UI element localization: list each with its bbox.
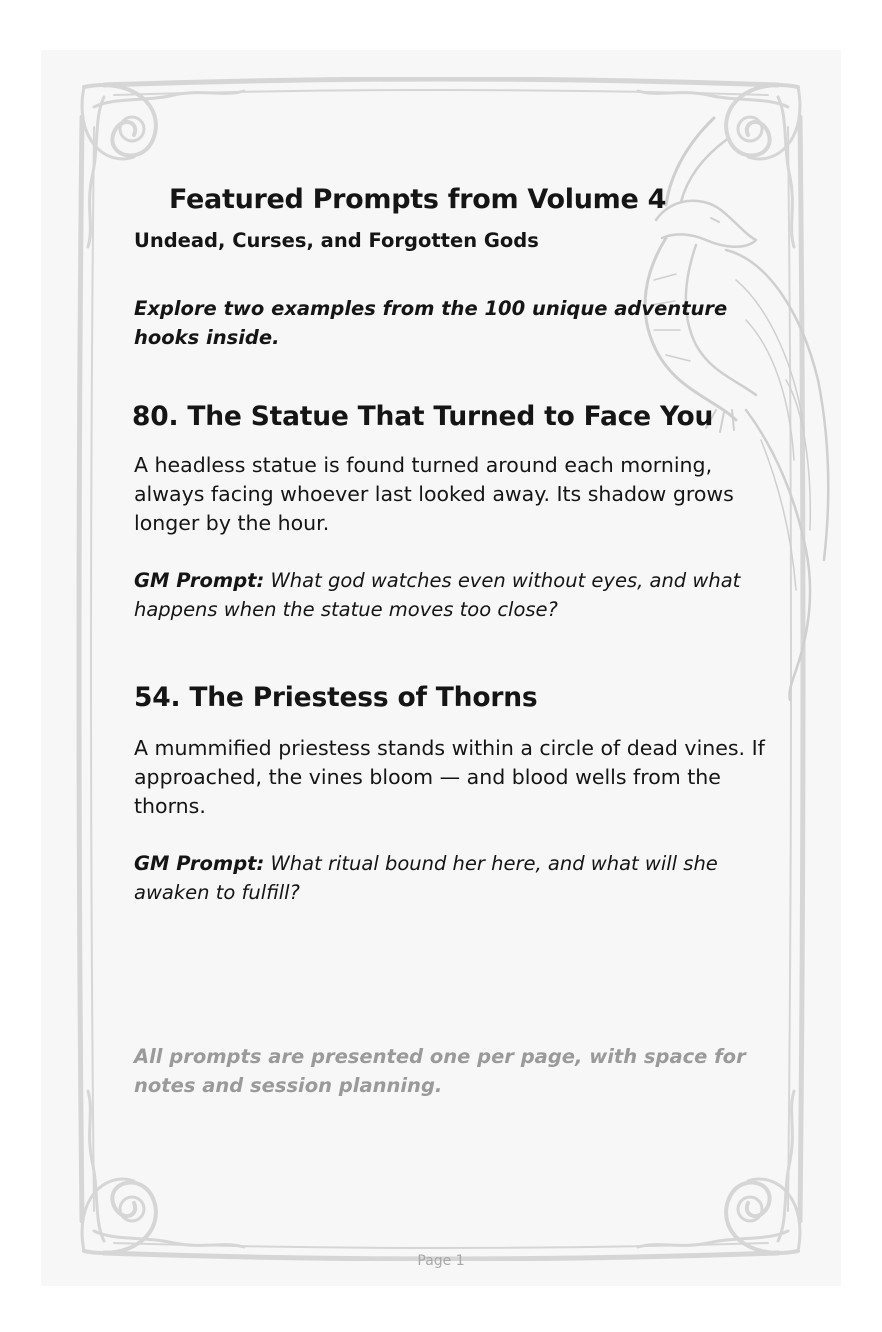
gm-prompt-label: GM Prompt: bbox=[134, 569, 265, 592]
gm-prompt bbox=[134, 849, 774, 907]
prompt-description: A headless statue is found turned around each morning, always facing whoever last looked away. Its shadow grows longer by the hour. bbox=[134, 453, 734, 535]
page-number: Page 1 bbox=[417, 1253, 465, 1269]
footnote-text: All prompts are presented one per page, with space for notes and session planning. bbox=[134, 1045, 746, 1097]
page-subtitle: Undead, Curses, and Forgotten Gods bbox=[134, 229, 539, 252]
gm-prompt-text: What god watches even without eyes, and what happens when the statue moves too close? bbox=[134, 569, 741, 621]
gm-prompt-label: GM Prompt: bbox=[134, 852, 265, 875]
prompt-heading: 54. The Priestess of Thorns bbox=[134, 682, 538, 713]
page-title: Featured Prompts from Volume 4 bbox=[169, 184, 667, 215]
gm-prompt-text: What ritual bound her here, and what will she awaken to fulfill? bbox=[134, 852, 718, 904]
document-page bbox=[41, 50, 841, 1286]
prompt-heading: 80. The Statue That Turned to Face You bbox=[132, 401, 714, 432]
intro-text: Explore two examples from the 100 unique adventure hooks inside. bbox=[134, 297, 728, 349]
prompt-description: A mummified priestess stands within a circle of dead vines. If approached, the vines bloom — and blood wells from the thorns. bbox=[134, 736, 765, 818]
gm-prompt bbox=[134, 566, 774, 624]
